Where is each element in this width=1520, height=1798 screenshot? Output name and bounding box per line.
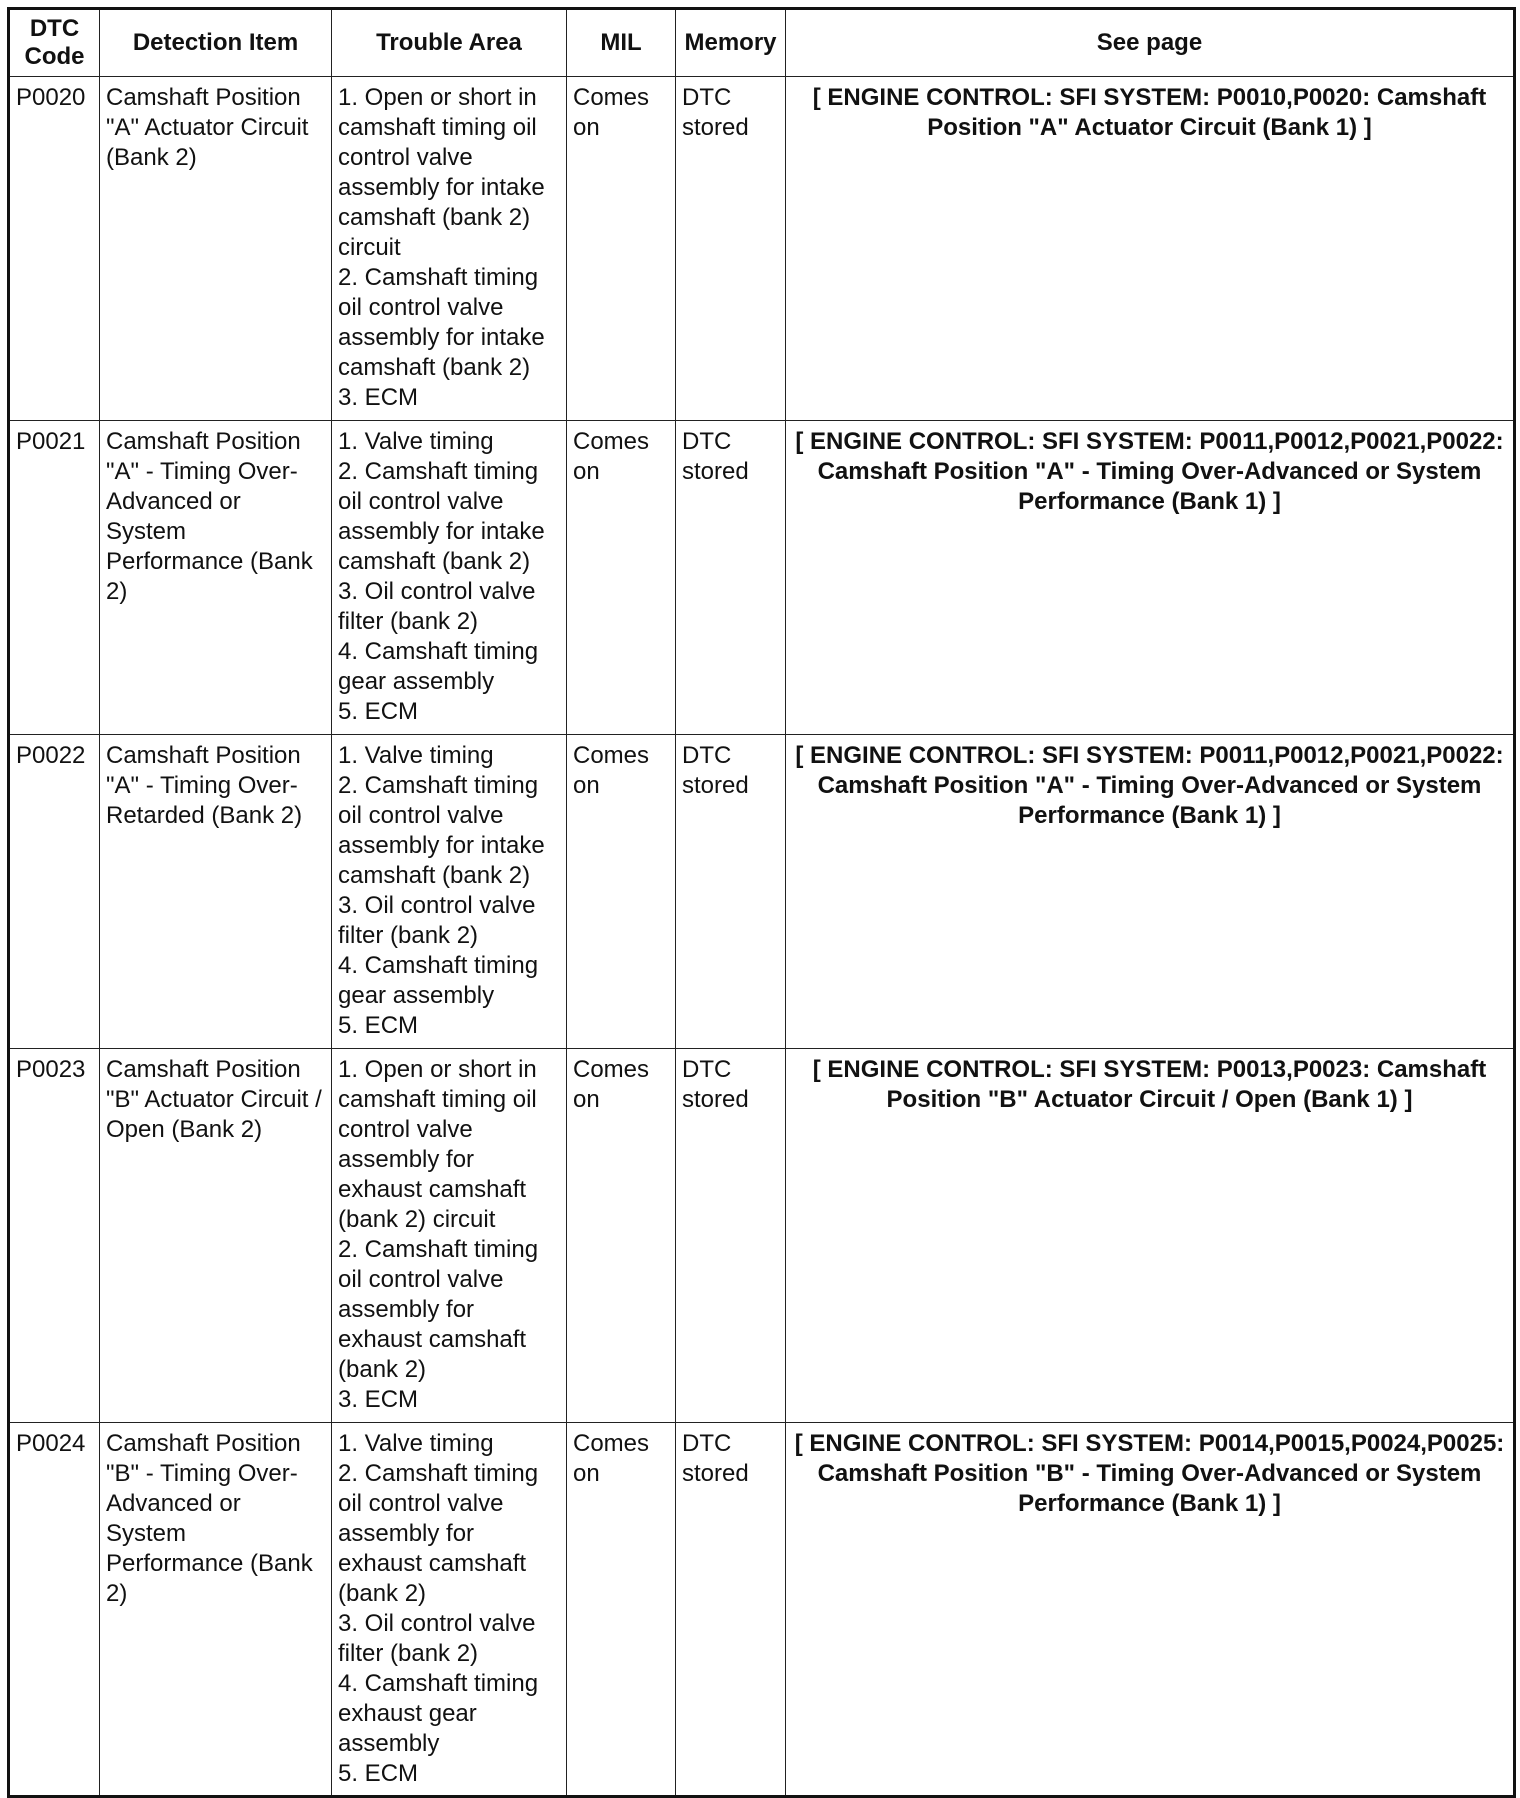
trouble-area-line: 5. ECM <box>338 1012 419 1039</box>
trouble-area-line: 2. Camshaft timing oil control valve assembly for intake camshaft (bank 2) <box>338 772 545 889</box>
dtc-code-cell: P0024 <box>9 1423 100 1797</box>
trouble-area-line: 2. Camshaft timing oil control valve assembly for exhaust camshaft (bank 2) <box>338 1236 539 1383</box>
trouble-area-line: 1. Open or short in camshaft timing oil control valve assembly for intake camshaft (bank 2) circuit <box>338 84 545 261</box>
trouble-area-line: 3. Oil control valve filter (bank 2) <box>338 578 536 635</box>
dtc-code-cell: P0022 <box>9 735 100 1049</box>
trouble-area-line: 4. Camshaft timing gear assembly <box>338 952 539 1009</box>
trouble-area-line: 3. Oil control valve filter (bank 2) <box>338 892 536 949</box>
memory-cell: DTC stored <box>676 421 786 735</box>
mil-cell: Comes on <box>567 735 676 1049</box>
table-row <box>9 1049 1515 1423</box>
header-trouble-area: Trouble Area <box>332 9 567 77</box>
table-row <box>9 77 1515 421</box>
detection-item-cell: Camshaft Position "B" - Timing Over-Advanced or System Performance (Bank 2) <box>100 1423 332 1797</box>
memory-cell: DTC stored <box>676 1049 786 1423</box>
trouble-area-cell <box>332 1423 567 1797</box>
see-page-reference[interactable]: [ ENGINE CONTROL: SFI SYSTEM: P0013,P0023: Camshaft Position "B" Actuator Circuit / Open (Bank 1) ] <box>786 1049 1515 1423</box>
header-dtc-code: DTC Code <box>9 9 100 77</box>
trouble-area-line: 1. Valve timing <box>338 428 494 455</box>
trouble-area-line: 3. ECM <box>338 1386 419 1413</box>
trouble-area-cell <box>332 735 567 1049</box>
dtc-table <box>7 7 1516 1798</box>
table-header-row <box>9 9 1515 77</box>
detection-item-cell: Camshaft Position "A" - Timing Over-Advanced or System Performance (Bank 2) <box>100 421 332 735</box>
see-page-reference[interactable]: [ ENGINE CONTROL: SFI SYSTEM: P0011,P0012,P0021,P0022: Camshaft Position "A" - Timing Over-Advanced or System Performance (Bank 1) ] <box>786 421 1515 735</box>
trouble-area-line: 2. Camshaft timing oil control valve assembly for intake camshaft (bank 2) <box>338 264 545 381</box>
trouble-area-cell <box>332 1049 567 1423</box>
dtc-code-cell: P0023 <box>9 1049 100 1423</box>
trouble-area-line: 5. ECM <box>338 1760 419 1787</box>
detection-item-cell: Camshaft Position "A" - Timing Over-Retarded (Bank 2) <box>100 735 332 1049</box>
mil-cell: Comes on <box>567 421 676 735</box>
header-mil: MIL <box>567 9 676 77</box>
trouble-area-line: 2. Camshaft timing oil control valve assembly for exhaust camshaft (bank 2) <box>338 1460 539 1607</box>
table-row <box>9 421 1515 735</box>
table-row <box>9 735 1515 1049</box>
detection-item-cell: Camshaft Position "A" Actuator Circuit (Bank 2) <box>100 77 332 421</box>
mil-cell: Comes on <box>567 1049 676 1423</box>
trouble-area-line: 5. ECM <box>338 698 419 725</box>
memory-cell: DTC stored <box>676 77 786 421</box>
trouble-area-line: 1. Valve timing <box>338 742 494 769</box>
trouble-area-line: 3. Oil control valve filter (bank 2) <box>338 1610 536 1667</box>
see-page-reference[interactable]: [ ENGINE CONTROL: SFI SYSTEM: P0010,P0020: Camshaft Position "A" Actuator Circuit (Bank 1) ] <box>786 77 1515 421</box>
see-page-reference[interactable]: [ ENGINE CONTROL: SFI SYSTEM: P0014,P0015,P0024,P0025: Camshaft Position "B" - Timing Over-Advanced or System Performance (Bank 1) ] <box>786 1423 1515 1797</box>
mil-cell: Comes on <box>567 77 676 421</box>
trouble-area-line: 4. Camshaft timing gear assembly <box>338 638 539 695</box>
memory-cell: DTC stored <box>676 1423 786 1797</box>
trouble-area-line: 2. Camshaft timing oil control valve assembly for intake camshaft (bank 2) <box>338 458 545 575</box>
trouble-area-line: 1. Open or short in camshaft timing oil control valve assembly for exhaust camshaft (bank 2) circuit <box>338 1056 537 1233</box>
detection-item-cell: Camshaft Position "B" Actuator Circuit / Open (Bank 2) <box>100 1049 332 1423</box>
dtc-code-cell: P0021 <box>9 421 100 735</box>
trouble-area-cell <box>332 421 567 735</box>
table-row <box>9 1423 1515 1797</box>
trouble-area-line: 4. Camshaft timing exhaust gear assembly <box>338 1670 539 1757</box>
trouble-area-line: 1. Valve timing <box>338 1430 494 1457</box>
memory-cell: DTC stored <box>676 735 786 1049</box>
see-page-reference[interactable]: [ ENGINE CONTROL: SFI SYSTEM: P0011,P0012,P0021,P0022: Camshaft Position "A" - Timing Over-Advanced or System Performance (Bank 1) ] <box>786 735 1515 1049</box>
dtc-code-cell: P0020 <box>9 77 100 421</box>
header-memory: Memory <box>676 9 786 77</box>
trouble-area-cell <box>332 77 567 421</box>
mil-cell: Comes on <box>567 1423 676 1797</box>
trouble-area-line: 3. ECM <box>338 384 419 411</box>
header-see-page: See page <box>786 9 1515 77</box>
header-detection-item: Detection Item <box>100 9 332 77</box>
